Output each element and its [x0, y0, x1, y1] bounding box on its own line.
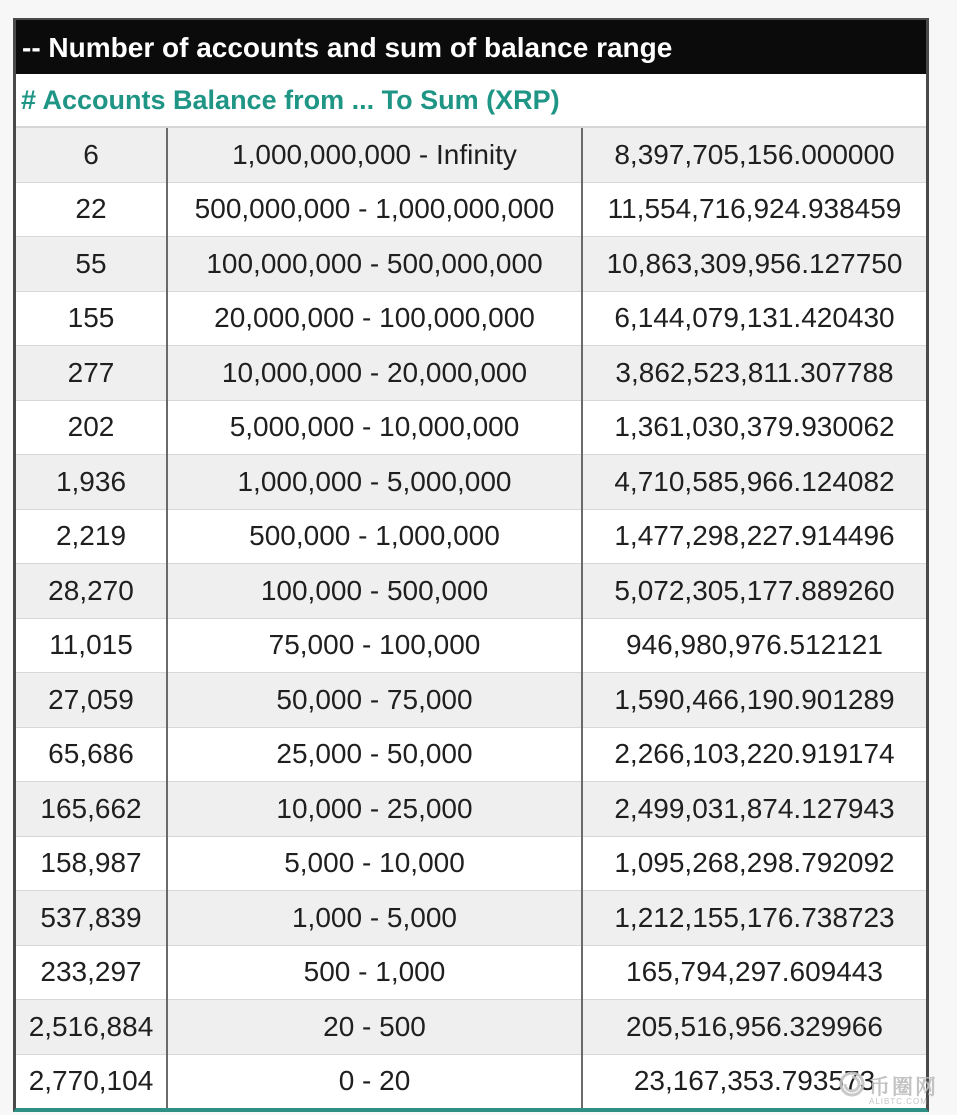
- cell-accounts: 11,015: [16, 618, 167, 673]
- cell-balance-range: 500,000 - 1,000,000: [167, 509, 582, 564]
- cell-accounts: 55: [16, 237, 167, 292]
- cell-balance-range: 100,000 - 500,000: [167, 564, 582, 619]
- cell-sum: 1,095,268,298.792092: [582, 836, 926, 891]
- table-row: [16, 1054, 926, 1108]
- cell-accounts: 22: [16, 182, 167, 237]
- table-body: [16, 128, 926, 1108]
- cell-sum: 6,144,079,131.420430: [582, 291, 926, 346]
- cell-sum: 165,794,297.609443: [582, 945, 926, 1000]
- table-title: -- Number of accounts and sum of balance range: [16, 18, 926, 74]
- cell-sum: 205,516,956.329966: [582, 1000, 926, 1055]
- cell-accounts: 158,987: [16, 836, 167, 891]
- cell-balance-range: 500,000,000 - 1,000,000,000: [167, 182, 582, 237]
- table-row: [16, 891, 926, 946]
- spiral-logo-icon: [839, 1071, 865, 1097]
- cell-accounts: 537,839: [16, 891, 167, 946]
- table-row: [16, 237, 926, 292]
- cell-sum: 2,266,103,220.919174: [582, 727, 926, 782]
- table-subheader: # Accounts Balance from ... To Sum (XRP): [16, 74, 926, 128]
- table-row: [16, 782, 926, 837]
- watermark-url: ALIBTC.COM: [869, 1097, 928, 1106]
- cell-accounts: 277: [16, 346, 167, 401]
- cell-sum: 11,554,716,924.938459: [582, 182, 926, 237]
- table-row: [16, 836, 926, 891]
- cell-sum: 1,477,298,227.914496: [582, 509, 926, 564]
- cell-sum: 1,212,155,176.738723: [582, 891, 926, 946]
- cell-accounts: 6: [16, 128, 167, 182]
- table-row: [16, 564, 926, 619]
- cell-balance-range: 0 - 20: [167, 1054, 582, 1108]
- watermark: [839, 1069, 949, 1109]
- cell-balance-range: 5,000 - 10,000: [167, 836, 582, 891]
- cell-accounts: 1,936: [16, 455, 167, 510]
- cell-accounts: 28,270: [16, 564, 167, 619]
- cell-accounts: 2,219: [16, 509, 167, 564]
- cell-sum: 1,361,030,379.930062: [582, 400, 926, 455]
- cell-balance-range: 500 - 1,000: [167, 945, 582, 1000]
- table-row: [16, 673, 926, 728]
- watermark-text: 币圈网: [869, 1076, 938, 1099]
- cell-balance-range: 1,000 - 5,000: [167, 891, 582, 946]
- cell-balance-range: 1,000,000,000 - Infinity: [167, 128, 582, 182]
- cell-balance-range: 10,000,000 - 20,000,000: [167, 346, 582, 401]
- table-row: [16, 128, 926, 182]
- cell-balance-range: 1,000,000 - 5,000,000: [167, 455, 582, 510]
- cell-balance-range: 10,000 - 25,000: [167, 782, 582, 837]
- cell-balance-range: 100,000,000 - 500,000,000: [167, 237, 582, 292]
- cell-sum: 946,980,976.512121: [582, 618, 926, 673]
- cell-accounts: 155: [16, 291, 167, 346]
- table-row: [16, 945, 926, 1000]
- cell-balance-range: 75,000 - 100,000: [167, 618, 582, 673]
- cell-accounts: 233,297: [16, 945, 167, 1000]
- cell-accounts: 165,662: [16, 782, 167, 837]
- cell-sum: 2,499,031,874.127943: [582, 782, 926, 837]
- cell-balance-range: 25,000 - 50,000: [167, 727, 582, 782]
- table-row: [16, 291, 926, 346]
- cell-sum: 23,167,353.793573: [582, 1054, 926, 1108]
- table-row: [16, 182, 926, 237]
- cell-accounts: 2,516,884: [16, 1000, 167, 1055]
- table-row: [16, 1000, 926, 1055]
- cell-sum: 3,862,523,811.307788: [582, 346, 926, 401]
- cell-balance-range: 5,000,000 - 10,000,000: [167, 400, 582, 455]
- table-row: [16, 400, 926, 455]
- table-row: [16, 618, 926, 673]
- cell-balance-range: 20,000,000 - 100,000,000: [167, 291, 582, 346]
- cell-sum: 8,397,705,156.000000: [582, 128, 926, 182]
- cell-accounts: 202: [16, 400, 167, 455]
- cell-balance-range: 20 - 500: [167, 1000, 582, 1055]
- cell-sum: 1,590,466,190.901289: [582, 673, 926, 728]
- cell-sum: 5,072,305,177.889260: [582, 564, 926, 619]
- table-row: [16, 727, 926, 782]
- cell-accounts: 2,770,104: [16, 1054, 167, 1108]
- cell-balance-range: 50,000 - 75,000: [167, 673, 582, 728]
- table-row: [16, 346, 926, 401]
- balance-range-table: [13, 18, 929, 1112]
- cell-accounts: 27,059: [16, 673, 167, 728]
- table-row: [16, 509, 926, 564]
- cell-accounts: 65,686: [16, 727, 167, 782]
- table-row: [16, 455, 926, 510]
- cell-sum: 4,710,585,966.124082: [582, 455, 926, 510]
- cell-sum: 10,863,309,956.127750: [582, 237, 926, 292]
- data-table: [16, 128, 926, 1108]
